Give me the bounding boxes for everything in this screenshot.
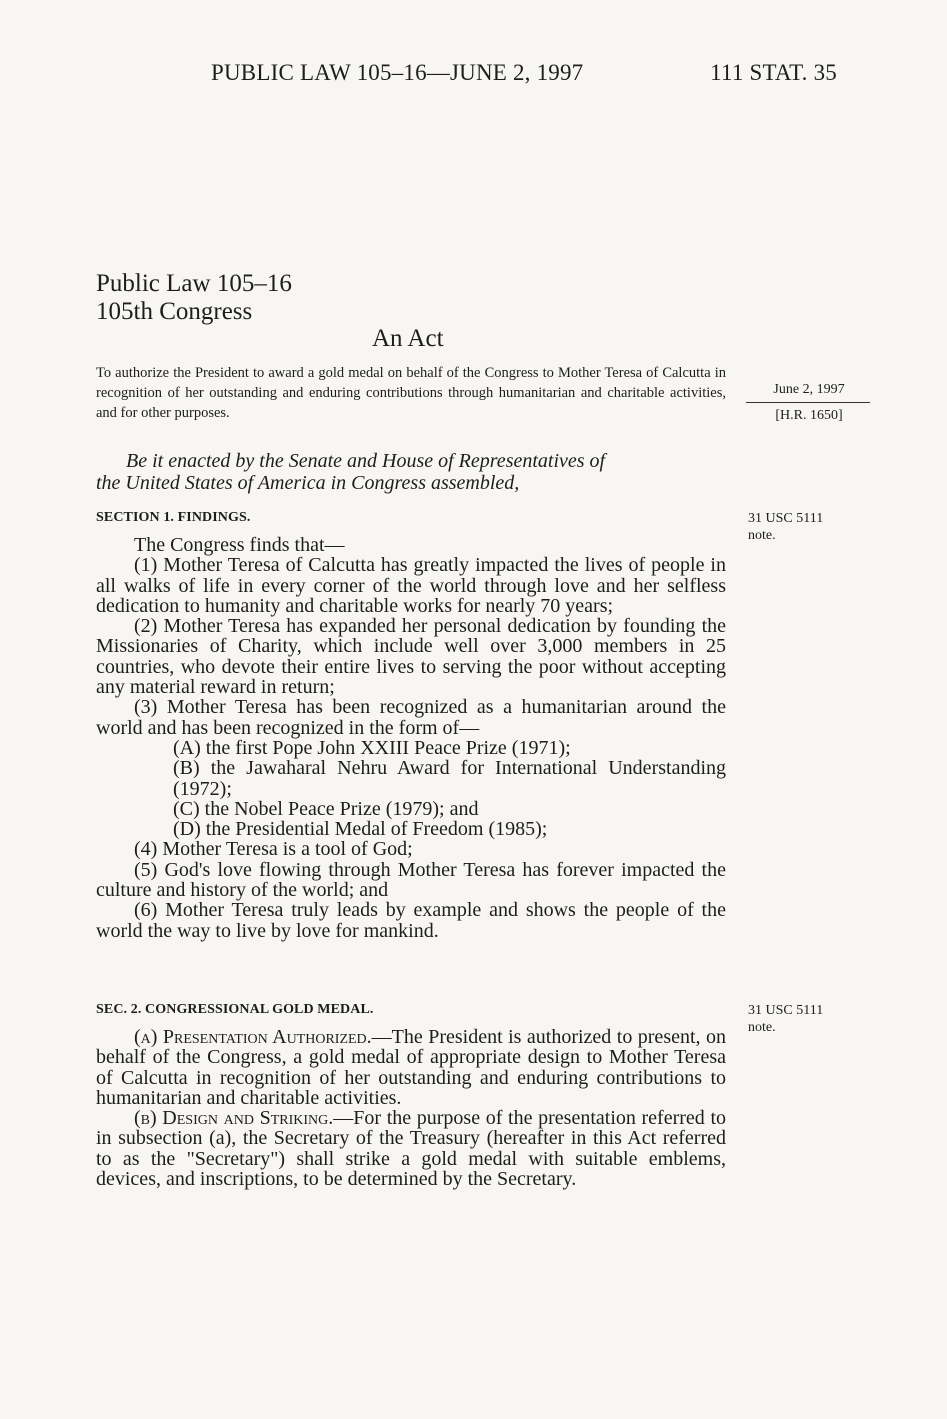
running-header-right: 111 STAT. 35 bbox=[710, 60, 837, 85]
section1-margin-note: 31 USC 5111 note. bbox=[748, 511, 824, 543]
finding-3: (3) Mother Teresa has been recognized as a humanitarian around the world and has been recognized in the form of— bbox=[96, 696, 726, 739]
subsection-b bbox=[96, 1108, 726, 1189]
subsection-a-label: (a) Presentation Authorized. bbox=[134, 1026, 372, 1048]
subsection-a-text: —The President is authorized to present, on behalf of the Congress, a gold medal of appropriate design to Mother Teresa of Calcutta in recognition of her outstanding and enduring contributions to humanitarian and charitable activities. bbox=[96, 1026, 726, 1109]
margin-divider bbox=[746, 402, 870, 403]
section2-heading: SEC. 2. CONGRESSIONAL GOLD MEDAL. bbox=[96, 1002, 374, 1017]
finding-3a: (A) the first Pope John XXIII Peace Prize (1971); bbox=[173, 736, 571, 759]
purpose-clause: To authorize the President to award a gold medal on behalf of the Congress to Mother Teresa of Calcutta in recognition of her outstanding and enduring contributions through humanitarian and charitable activities, and for other purposes. bbox=[96, 365, 726, 421]
margin-bill-number: [H.R. 1650] bbox=[775, 408, 843, 423]
section1-heading: SECTION 1. FINDINGS. bbox=[96, 510, 251, 525]
finding-5: (5) God's love flowing through Mother Teresa has forever impacted the culture and history of the world; and bbox=[96, 858, 726, 902]
an-act-heading: An Act bbox=[372, 325, 444, 352]
finding-3d: (D) the Presidential Medal of Freedom (1985); bbox=[173, 818, 548, 841]
finding-4: (4) Mother Teresa is a tool of God; bbox=[134, 838, 413, 861]
finding-3c: (C) the Nobel Peace Prize (1979); and bbox=[173, 797, 479, 820]
congress-number: 105th Congress bbox=[96, 298, 253, 325]
subsection-b-label: (b) Design and Striking. bbox=[134, 1107, 334, 1130]
finding-6: (6) Mother Teresa truly leads by example and shows the people of the world the way to live by love for mankind. bbox=[96, 899, 726, 942]
subsection-b-text: —For the purpose of the presentation referred to in subsection (a), the Secretary of the Treasury (hereafter in this Act referred to as the "Secretary") shall strike a gold medal with suitable emblems, devices, and inscriptions, to be determined by the Secretary. bbox=[96, 1107, 726, 1191]
section2-body bbox=[96, 1027, 726, 1189]
findings-intro: The Congress finds that— bbox=[134, 534, 345, 556]
margin-date: June 2, 1997 bbox=[773, 382, 845, 397]
finding-2: (2) Mother Teresa has expanded her personal dedication by founding the Missionaries of Charity, which include well over 3,000 members in 25 countries, who devote their entire lives to serving the poor without accepting any material reward in return; bbox=[96, 615, 726, 699]
enacting-clause-line1: Be it enacted by the Senate and House of Representatives of bbox=[126, 450, 606, 472]
finding-3b: (B) the Jawaharal Nehru Award for International Understanding (1972); bbox=[173, 757, 726, 800]
subsection-a bbox=[96, 1027, 726, 1108]
section1-body bbox=[96, 535, 726, 941]
public-law-title: Public Law 105–16 bbox=[96, 270, 292, 297]
running-header-left: PUBLIC LAW 105–16—JUNE 2, 1997 bbox=[211, 60, 584, 85]
enacting-clause-line2: the United States of America in Congress assembled, bbox=[96, 472, 520, 494]
finding-1: (1) Mother Teresa of Calcutta has greatly impacted the lives of people in all walks of life in every corner of the world through love and her selfless dedication to humanity and charitable works for nearly 70 years; bbox=[96, 554, 726, 617]
section2-margin-note: 31 USC 5111 note. bbox=[748, 1003, 824, 1035]
